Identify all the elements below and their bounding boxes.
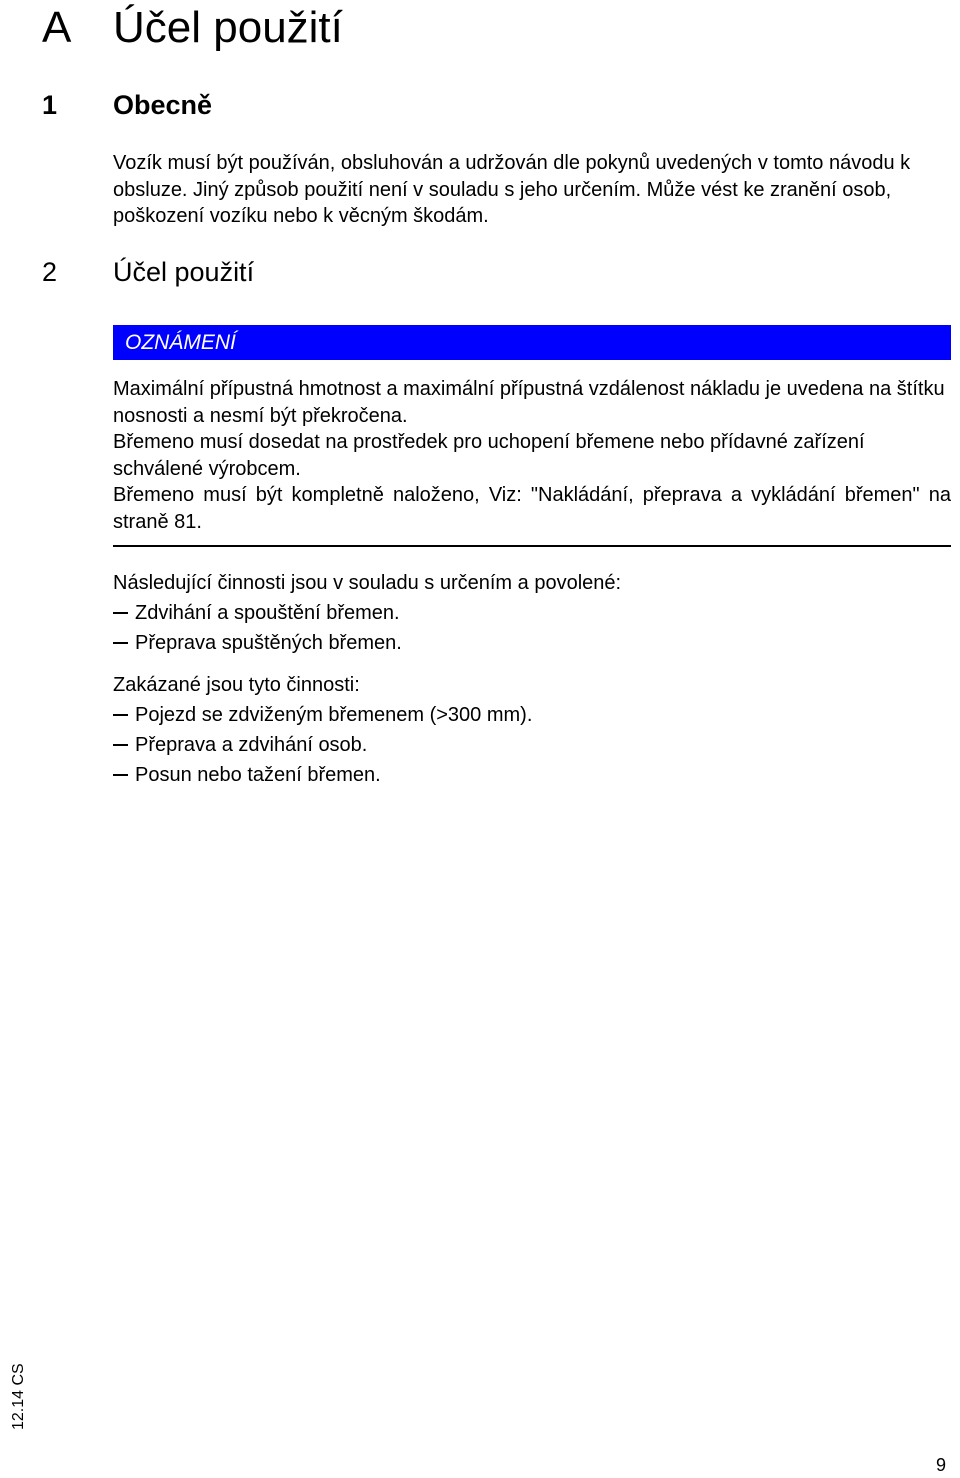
dash-bullet-icon (113, 774, 128, 776)
list-item-text: Posun nebo tažení břemen. (135, 764, 381, 786)
forbidden-intro: Zakázané jsou tyto činnosti: (113, 674, 360, 696)
list-item (113, 598, 951, 628)
list-item-text: Pojezd se zdviženým břemenem (>300 mm). (135, 704, 533, 726)
section-2-number: 2 (42, 257, 58, 287)
section-1-title: Obecně (113, 90, 213, 120)
allowed-intro: Následující činnosti jsou v souladu s určením a povolené: (113, 572, 622, 594)
section-1-number: 1 (42, 90, 58, 120)
dash-bullet-icon (113, 612, 128, 614)
list-item (113, 730, 951, 760)
list-item-text: Zdvihání a spouštění břemen. (135, 602, 400, 624)
notice-paragraph-3: Břemeno musí být kompletně naloženo, Viz: "Nakládání, přeprava a vykládání břemen" na straně 81. (113, 484, 951, 533)
chapter-letter: A (42, 3, 72, 52)
notice-end-rule (113, 545, 951, 547)
dash-bullet-icon (113, 714, 128, 716)
chapter-title: Účel použití (113, 3, 343, 52)
section-1-paragraph: Vozík musí být používán, obsluhován a udržován dle pokynů uvedených v tomto návodu k obsluze. Jiný způsob použití není v souladu s jeho určením. Může vést ke zranění osob, poškození vozíku nebo k věcným škodám. (113, 152, 911, 227)
list-item-text: Přeprava a zdvihání osob. (135, 734, 368, 756)
section-2-title: Účel použití (113, 257, 255, 287)
dash-bullet-icon (113, 744, 128, 746)
list-item (113, 700, 951, 730)
forbidden-list (113, 700, 951, 790)
notice-paragraph-1: Maximální přípustná hmotnost a maximální přípustná vzdálenost nákladu je uvedena na štítku nosnosti a nesmí být překročena. (113, 378, 945, 427)
list-item (113, 760, 951, 790)
list-item (113, 628, 951, 658)
allowed-list (113, 598, 951, 658)
page-number: 9 (936, 1455, 947, 1475)
notice-header-bar (113, 325, 951, 360)
list-item-text: Přeprava spuštěných břemen. (135, 632, 402, 654)
document-code: 12.14 CS (10, 1363, 27, 1430)
notice-label: OZNÁMENÍ (125, 331, 236, 354)
dash-bullet-icon (113, 642, 128, 644)
notice-paragraph-2: Břemeno musí dosedat na prostředek pro uchopení břemene nebo přídavné zařízení schválené výrobcem. (113, 431, 865, 480)
